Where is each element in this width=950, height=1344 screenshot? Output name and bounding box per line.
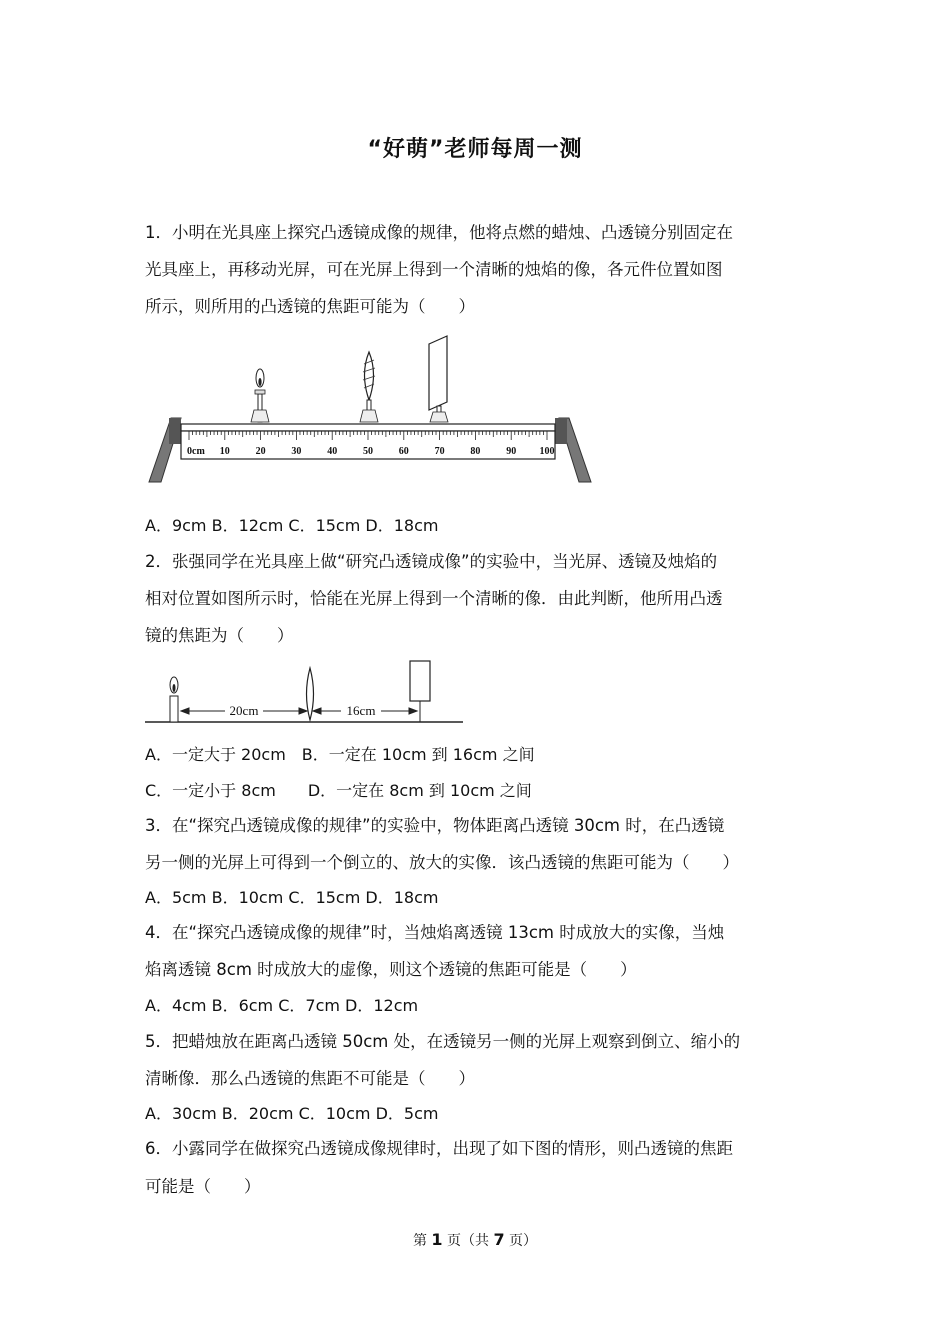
scale-label: 50 — [363, 446, 373, 457]
q6-text-line-2: 可能是（ ） — [145, 1177, 261, 1196]
q3-text-line-2: 另一侧的光屏上可得到一个倒立的、放大的实像．该凸透镜的焦距可能为（ ） — [145, 853, 739, 872]
scale-label: 80 — [470, 446, 481, 457]
q4-options: A．4cm B．6cm C．7cm D．12cm — [145, 996, 419, 1015]
page-footer — [0, 1230, 950, 1250]
q2-text-line-2: 相对位置如图所示时，恰能在光屏上得到一个清晰的像．由此判断，他所用凸透 — [145, 589, 723, 608]
q3-options: A．5cm B．10cm C．15cm D．18cm — [145, 888, 439, 907]
scale-label: 60 — [398, 446, 409, 457]
candle — [251, 369, 269, 422]
distance-arrows — [181, 708, 417, 714]
light-screen — [429, 336, 448, 422]
q5-text-line-2: 清晰像．那么凸透镜的焦距不可能是（ ） — [145, 1069, 475, 1088]
scale-label: 10 — [219, 446, 230, 457]
q5-options: A．30cm B．20cm C．10cm D．5cm — [145, 1104, 439, 1123]
scale-label: 40 — [327, 446, 338, 457]
scale-label: 90 — [506, 446, 517, 457]
q1-text-line-1: 1．小明在光具座上探究凸透镜成像的规律，他将点燃的蜡烛、凸透镜分别固定在 — [145, 223, 733, 242]
footer-suffix: 页） — [504, 1233, 538, 1249]
page-title: “好萌”老师每周一测 — [367, 137, 583, 162]
q1-options: A．9cm B．12cm C．15cm D．18cm — [145, 516, 439, 535]
q2-options-2: C．一定小于 8cm D．一定在 8cm 到 10cm 之间 — [145, 781, 532, 800]
q1-text-line-3: 所示，则所用的凸透镜的焦距可能为（ ） — [145, 297, 475, 316]
q1-text-line-2: 光具座上，再移动光屏，可在光屏上得到一个清晰的烛焰的像，各元件位置如图 — [145, 260, 723, 279]
convex-lens — [360, 352, 378, 422]
footer-total-pages: 7 — [493, 1230, 505, 1249]
q2-options-1: A．一定大于 20cm B．一定在 10cm 到 16cm 之间 — [145, 745, 535, 764]
scale-label: 0cm — [187, 446, 205, 457]
q2-setup-figure — [145, 656, 465, 728]
q1-optical-bench-figure — [145, 330, 595, 490]
q6-text-line-1: 6．小露同学在做探究凸透镜成像规律时，出现了如下图的情形，则凸透镜的焦距 — [145, 1139, 733, 1158]
bench-rail — [181, 424, 555, 431]
q4-text-line-2: 焰离透镜 8cm 时成放大的虚像，则这个透镜的焦距可能是（ ） — [145, 960, 637, 979]
scale-label: 70 — [434, 446, 445, 457]
bench-right-end — [555, 418, 567, 444]
candle — [170, 677, 178, 722]
scale-label: 20 — [255, 446, 266, 457]
bench-left-end — [169, 418, 181, 444]
footer-page-number: 1 — [431, 1230, 443, 1249]
q2-text-line-3: 镜的焦距为（ ） — [145, 626, 294, 645]
scale-label: 100 — [539, 446, 555, 457]
q2-text-line-1: 2．张强同学在光具座上做“研究凸透镜成像”的实验中，当光屏、透镜及烛焰的 — [145, 552, 718, 571]
label-20cm: 20cm — [229, 703, 259, 718]
q5-text-line-1: 5．把蜡烛放在距离凸透镜 50cm 处，在透镜另一侧的光屏上观察到倒立、缩小的 — [145, 1032, 741, 1051]
footer-prefix: 第 — [412, 1233, 432, 1249]
label-16cm: 16cm — [346, 703, 376, 718]
q3-text-line-1: 3．在“探究凸透镜成像的规律”的实验中，物体距离凸透镜 30cm 时，在凸透镜 — [145, 816, 725, 835]
convex-lens — [307, 668, 314, 720]
q4-text-line-1: 4．在“探究凸透镜成像的规律”时，当烛焰离透镜 13cm 时成放大的实像，当烛 — [145, 923, 725, 942]
scale-label: 30 — [291, 446, 302, 457]
footer-middle: 页（共 — [442, 1233, 494, 1249]
